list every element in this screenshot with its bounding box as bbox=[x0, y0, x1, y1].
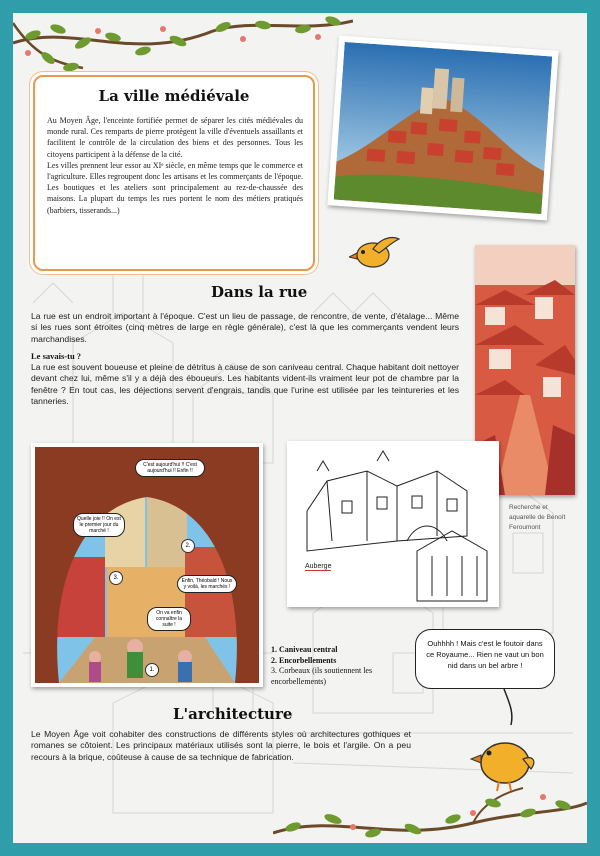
comic-panel bbox=[31, 443, 263, 687]
comic-legend bbox=[271, 645, 411, 687]
architecture-text: Le Moyen Âge voit cohabiter des constructions de différents styles où architectures gothiques et romanes se côtoient. Les principaux matériaux utilisés sont la pierre, le bois et l'argile. On a peu recours à la brique, coûteuse à cause de sa technique de fabrication. bbox=[31, 729, 411, 762]
street-text bbox=[31, 311, 459, 407]
architecture-section-title: L'architecture bbox=[173, 705, 293, 723]
intro-text bbox=[47, 115, 303, 216]
sketch-label: Auberge bbox=[305, 563, 332, 570]
intro-title: La ville médiévale bbox=[98, 87, 250, 105]
street-section-title: Dans la rue bbox=[211, 283, 308, 301]
artwork-credit: Recherche et aquarelle de Benoît Feroumont bbox=[509, 504, 566, 531]
comic-number-3: 3. bbox=[109, 571, 123, 585]
bird-speech-bubble: Ouhhhh ! Mais c'est le foutoir dans ce Royaume... Rien ne vaut un bon nid dans un bel arbre ! bbox=[415, 629, 555, 689]
comic-street-scene bbox=[35, 447, 259, 683]
intro-paragraph-2: Les villes prennent leur essor au XIᵉ siècle, en même temps que le commerce et l'agriculture. Elles regroupent donc les artisans et les commerçants de l'époque. Les boutiques et les ateliers sont principalement au rez-de-chaussée des maisons. La plupart du temps les rues portent le nom des métiers pratiqués (barbiers, tisserands...) bbox=[47, 160, 303, 215]
intro-box bbox=[33, 75, 315, 271]
inn-sketch-image bbox=[287, 441, 499, 607]
legend-item-3: 3. Corbeaux (ils soutiennent les encorbellements) bbox=[271, 666, 373, 686]
architectural-sketch bbox=[287, 441, 499, 607]
street-paragraph-1: La rue est un endroit important à l'époque. C'est un lieu de passage, de rencontre, de vente, d'étalage... Même si les rues sont étroites (cinq mètres de large en règle générale), c'est là que les commerçants vendent leurs marchandises. bbox=[31, 311, 459, 344]
legend-item-2: 2. Encorbellements bbox=[271, 655, 337, 665]
comic-bubble-bottom: On va enfin connaître la suite ! bbox=[147, 607, 191, 631]
street-paragraph-2: La rue est souvent boueuse et pleine de détritus à cause de son caniveau central. Chaque habitant doit nettoyer devant chez lui, même s'il y a déjà des éboueurs. Les habitants vident-ils vraiment leur pot de chambre par la fenêtre ? En tout cas, les déjections servent d'engrais, tandis que l'urine est utilisée par les teintureries et les tanneries. bbox=[31, 362, 459, 407]
hill-town-image bbox=[334, 42, 553, 214]
did-you-know-heading: Le savais-tu ? bbox=[31, 350, 82, 361]
leaf-garland-top-icon bbox=[13, 13, 353, 83]
comic-number-1: 1. bbox=[145, 663, 159, 677]
comic-bubble-left: Quelle joie !! On est le premier jour du marché ! bbox=[73, 513, 125, 537]
hill-town-illustration bbox=[327, 36, 558, 221]
page bbox=[13, 13, 587, 843]
sitting-bird-icon bbox=[469, 725, 539, 795]
comic-number-2: 2. bbox=[181, 539, 195, 553]
legend-item-1: 1. Caniveau central bbox=[271, 645, 338, 654]
leaf-garland-bottom-icon bbox=[273, 783, 587, 843]
comic-bubble-top: C'est aujourd'hui !! C'est aujourd'hui !! Enfin !! bbox=[135, 459, 205, 477]
flying-bird-icon bbox=[349, 231, 401, 271]
speech-bubble-tail-icon bbox=[499, 687, 529, 727]
comic-bubble-right: Enfin, Théobald ! Nous y voilà, les marchés ! bbox=[177, 575, 237, 593]
intro-paragraph-1: Au Moyen Âge, l'enceinte fortifiée permet de séparer les cités médiévales du monde rural. Ces remparts de pierre protègent la ville d'éventuels assaillants et facilitent le contrôle de la circulation des biens et des personnes. Tous les citoyens participent à la défense de la cité. bbox=[47, 116, 303, 159]
